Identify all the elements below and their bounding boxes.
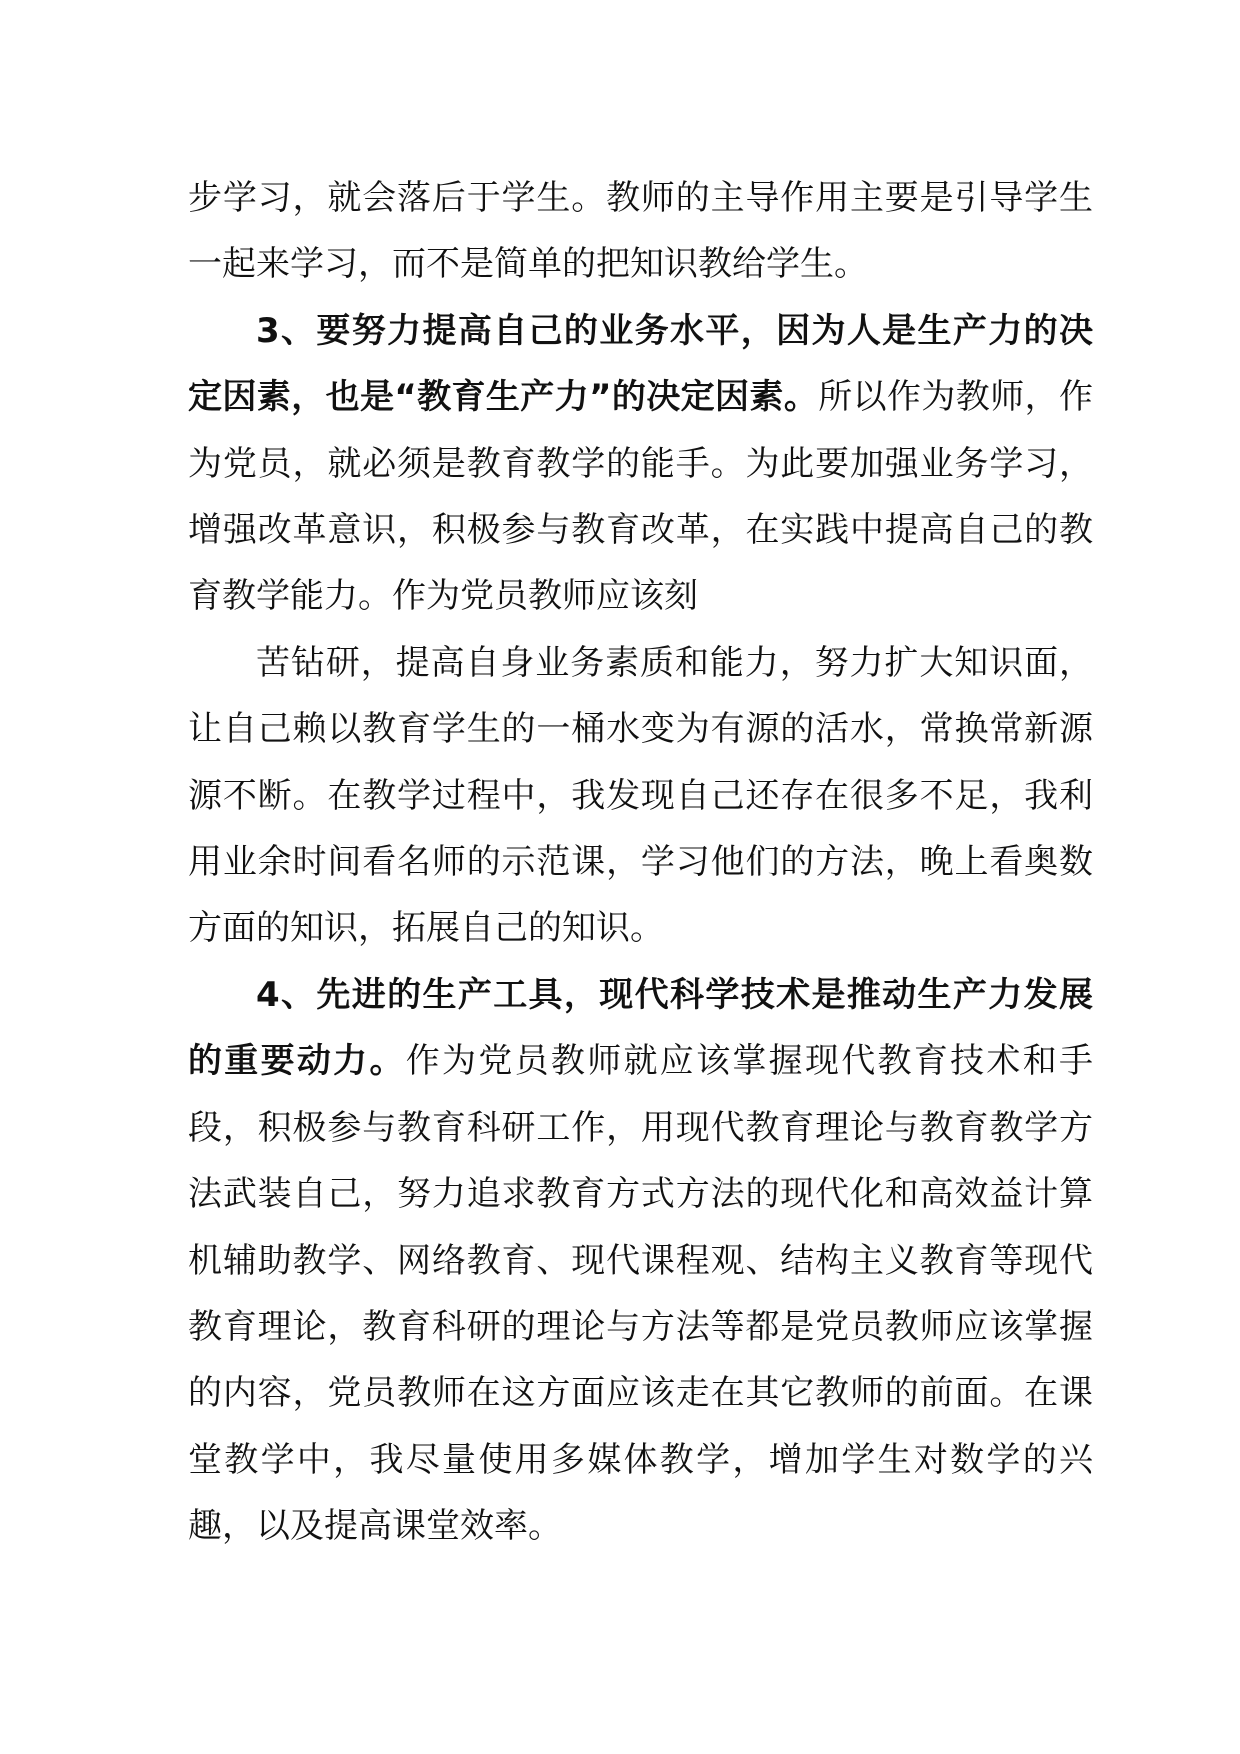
paragraph-point-4 <box>188 962 1093 1560</box>
paragraph-point-3 <box>188 298 1093 630</box>
paragraph-text: 苦钻研，提高自身业务素质和能力，努力扩大知识面，让自己赖以教育学生的一桶水变为有源的活水，常换常新源源不断。在教学过程中，我发现自己还存在很多不足，我利用业余时间看名师的示范课，学习他们的方法，晚上看奥数方面的知识，拓展自己的知识。 <box>188 642 1093 949</box>
paragraph-study <box>188 630 1093 962</box>
document-body <box>188 165 1093 1560</box>
paragraph-heading-bold: 3、要努力提高自己的业务水平，因为人是生产力的决定因素，也是“教育生产力”的决定因素。 <box>188 310 1093 418</box>
paragraph-heading-bold: 4、先进的生产工具，现代科学技术是推动生产力发展的重要动力。 <box>188 974 1093 1082</box>
paragraph-continuation <box>188 165 1093 298</box>
paragraph-text: 步学习，就会落后于学生。教师的主导作用主要是引导学生一起来学习，而不是简单的把知识教给学生。 <box>188 178 1093 285</box>
paragraph-text: 作为党员教师就应该掌握现代教育技术和手段，积极参与教育科研工作，用现代教育理论与教育教学方法武装自己，努力追求教育方式方法的现代化和高效益计算机辅助教学、网络教育、现代课程观、结构主义教育等现代教育理论，教育科研的理论与方法等都是党员教师应该掌握的内容，党员教师在这方面应该走在其它教师的前面。在课堂教学中，我尽量使用多媒体教学，增加学生对数学的兴趣，以及提高课堂效率。 <box>188 1041 1093 1547</box>
paragraph-text: 所以作为教师，作为党员，就必须是教育教学的能手。为此要加强业务学习，增强改革意识，积极参与教育改革，在实践中提高自己的教育教学能力。作为党员教师应该刻 <box>188 377 1093 617</box>
